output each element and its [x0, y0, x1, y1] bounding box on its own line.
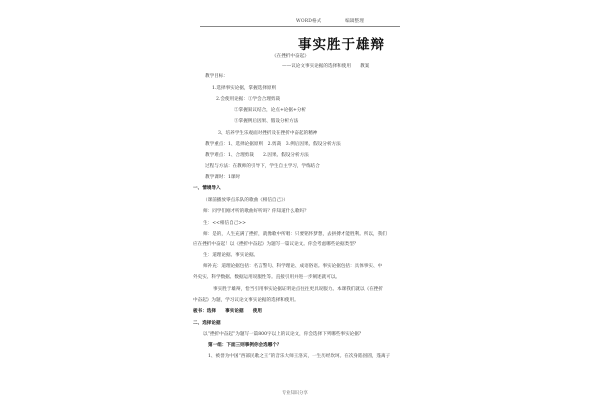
paragraph-line: 3、培养学生乐观面对挫折及在挫折中奋起的精神: [218, 131, 318, 136]
paragraph-line: 2.会使用论据：①学会合理剪裁: [216, 97, 281, 102]
paragraph-line: 教学难点：1、合理剪裁 2.因果、假设分析方法: [205, 153, 309, 158]
paragraph-line: 过程与方法：在教师的引导下，学生自主学习，学练结合: [205, 164, 320, 169]
paragraph-line: （课前播放零点乐队的歌曲《相信自己》）: [203, 198, 288, 203]
paragraph-line: ②掌握叙议结合，论点+论据+分析: [234, 108, 307, 113]
header-right: 编辑整理: [345, 19, 364, 24]
paragraph-line: 生：<<相信自己>>: [203, 221, 246, 226]
paragraph-line: 以“挫折中奋起”为题写一篇800字以上的议论文，你会选择下列哪些事实论据？: [203, 332, 364, 337]
document-title: 事实胜于雄辩: [298, 37, 385, 53]
section-heading: 一、情境导入: [193, 186, 221, 191]
paragraph-line: 事实胜于雄辩，恰当引用事实论据证明论点往往更具说服力。本课我们就以《在挫折: [213, 287, 383, 292]
header-rule: [200, 26, 400, 27]
paragraph-line: 1.选择事实论据，掌握选择原则: [212, 86, 277, 91]
group-heading: 第一组：下面三则事例你会选哪个？: [208, 343, 282, 348]
page-header: [296, 18, 386, 24]
paragraph-line: 教学课时：1课时: [205, 175, 241, 180]
paragraph-line: ③掌握例后因果、假设分析方法: [234, 119, 299, 124]
paragraph-line: 生：道理论据、事实论据。: [203, 253, 259, 258]
paragraph-line: 外史实、科学数据、数据运用说服性等。直接引用并进一步阐述就可以。: [193, 275, 341, 280]
paragraph-line: 教学目标：: [205, 74, 228, 79]
header-left: WORD格式: [296, 19, 322, 24]
paragraph-line: 中奋起》为题，学习议论文事实论据的选择和使用。: [193, 298, 299, 303]
subtitle: 《在挫折中奋起》: [272, 54, 309, 59]
subtitle-2: ——议论文事实论据的选择和使用 教案: [282, 64, 370, 69]
paragraph-line: 1、被誉为中国“西部民歌之王”的音乐大师王洛宾，一生历经坎坷。在次身陷囹圄，蓬离子: [208, 354, 391, 359]
paragraph-line: 教学重点：1、选择论据原则 2.剪裁 3.例后因果、假设分析方法: [205, 142, 341, 147]
paragraph-line: 师：是的，人生充满了挫折，就像歌中所唱：只要铭怀梦想，去拼搏才能胜利。所以，我们: [203, 232, 387, 237]
board-note: 板书：选择 事实论据 使用: [193, 309, 262, 314]
paragraph-line: 师：同学们刚才听的歌曲好听吗？你知道什么歌吗？: [203, 209, 309, 214]
paragraph-line: 应在挫折中奋起！以《挫折中奋起》为题写一篇议论文。你会考虑哪些论据类型？: [193, 242, 359, 247]
section-heading: 二、选择论据: [193, 321, 221, 326]
page-footer: 专业知识分享: [282, 391, 308, 396]
paragraph-line: 师补充：道理论据包括：名言警句、科学理论、成语俗语。事实论据包括：具体事实、中: [203, 264, 383, 269]
